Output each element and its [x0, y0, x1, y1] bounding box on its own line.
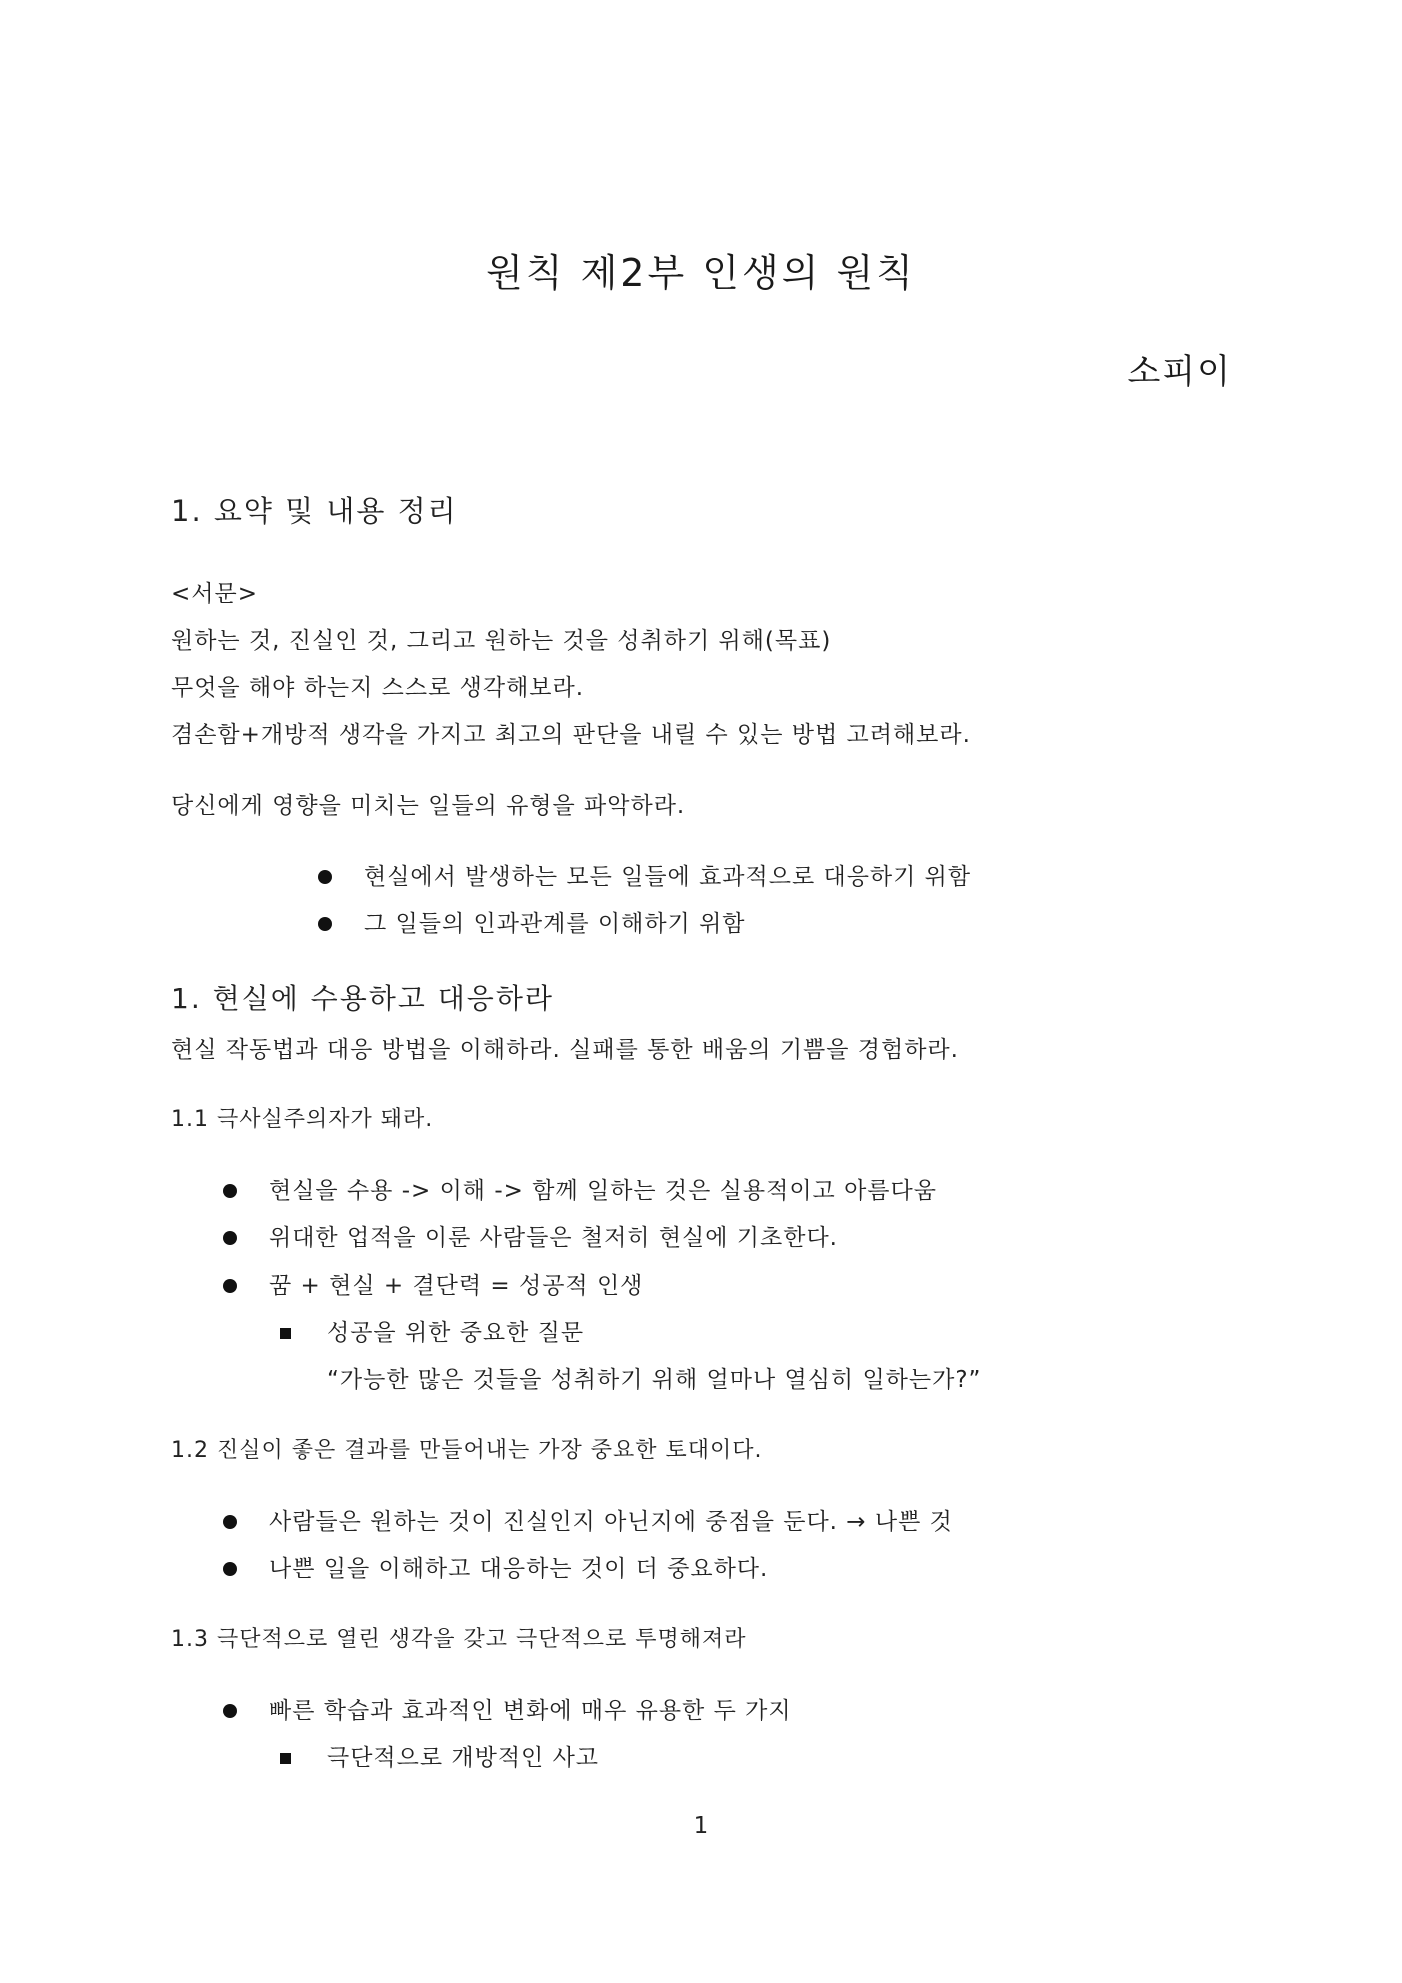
preface-line: 겸손함+개방적 생각을 가지고 최고의 판단을 내릴 수 있는 방법 고려해보라.	[171, 722, 971, 748]
bullet-icon	[318, 870, 332, 884]
chapter-heading: 1. 현실에 수용하고 대응하라	[171, 982, 554, 1015]
bullet-item	[223, 1695, 792, 1727]
preface-line: 원하는 것, 진실인 것, 그리고 원하는 것을 성취하기 위해(목표)	[171, 628, 832, 654]
preface-label: <서문>	[171, 581, 258, 607]
sub-bullet-text: 성공을 위한 중요한 질문	[327, 1320, 585, 1346]
bullet-text: 그 일들의 인과관계를 이해하기 위함	[364, 911, 746, 937]
subsection-heading-1-3: 1.3 극단적으로 열린 생각을 갖고 극단적으로 투명해져라	[171, 1627, 747, 1652]
bullet-icon	[223, 1562, 237, 1576]
square-bullet-icon	[280, 1328, 291, 1339]
bullet-item	[223, 1222, 838, 1254]
bullet-icon	[223, 1231, 237, 1245]
bullet-icon	[223, 1184, 237, 1198]
bullet-icon	[318, 917, 332, 931]
bullet-text: 위대한 업적을 이룬 사람들은 철저히 현실에 기초한다.	[269, 1225, 838, 1251]
square-bullet-icon	[280, 1753, 291, 1764]
page-number: 1	[693, 1813, 709, 1839]
chapter-intro: 현실 작동법과 대응 방법을 이해하라. 실패를 통한 배움의 기쁨을 경험하라.	[171, 1037, 959, 1063]
bullet-text: 사람들은 원하는 것이 진실인지 아닌지에 중점을 둔다. → 나쁜 것	[269, 1509, 953, 1535]
quote-text: “가능한 많은 것들을 성취하기 위해 얼마나 열심히 일하는가?”	[327, 1367, 982, 1393]
document-title: 원칙 제2부 인생의 원칙	[486, 251, 916, 295]
bullet-text: 현실에서 발생하는 모든 일들에 효과적으로 대응하기 위함	[364, 864, 972, 890]
sub-bullet-item	[280, 1317, 584, 1349]
patterns-line: 당신에게 영향을 미치는 일들의 유형을 파악하라.	[171, 793, 686, 819]
bullet-item	[223, 1553, 768, 1585]
subsection-heading-1-2: 1.2 진실이 좋은 결과를 만들어내는 가장 중요한 토대이다.	[171, 1438, 763, 1463]
section-heading-summary: 1. 요약 및 내용 정리	[171, 494, 458, 528]
bullet-text: 꿈 + 현실 + 결단력 = 성공적 인생	[269, 1273, 644, 1299]
bullet-item	[223, 1270, 643, 1302]
preface-line: 무엇을 해야 하는지 스스로 생각해보라.	[171, 675, 585, 701]
bullet-text: 빠른 학습과 효과적인 변화에 매우 유용한 두 가지	[269, 1698, 792, 1724]
bullet-item	[318, 861, 971, 893]
bullet-text: 현실을 수용 -> 이해 -> 함께 일하는 것은 실용적이고 아름다움	[269, 1178, 937, 1204]
subsection-heading-1-1: 1.1 극사실주의자가 돼라.	[171, 1107, 434, 1132]
bullet-text: 나쁜 일을 이해하고 대응하는 것이 더 중요하다.	[269, 1556, 769, 1582]
author-name: 소피이	[1127, 352, 1232, 392]
bullet-item	[223, 1506, 953, 1538]
bullet-icon	[223, 1704, 237, 1718]
bullet-icon	[223, 1515, 237, 1529]
sub-bullet-text: 극단적으로 개방적인 사고	[327, 1745, 600, 1771]
bullet-item	[223, 1175, 937, 1207]
bullet-item	[318, 908, 746, 940]
bullet-icon	[223, 1279, 237, 1293]
sub-bullet-item	[280, 1742, 599, 1774]
